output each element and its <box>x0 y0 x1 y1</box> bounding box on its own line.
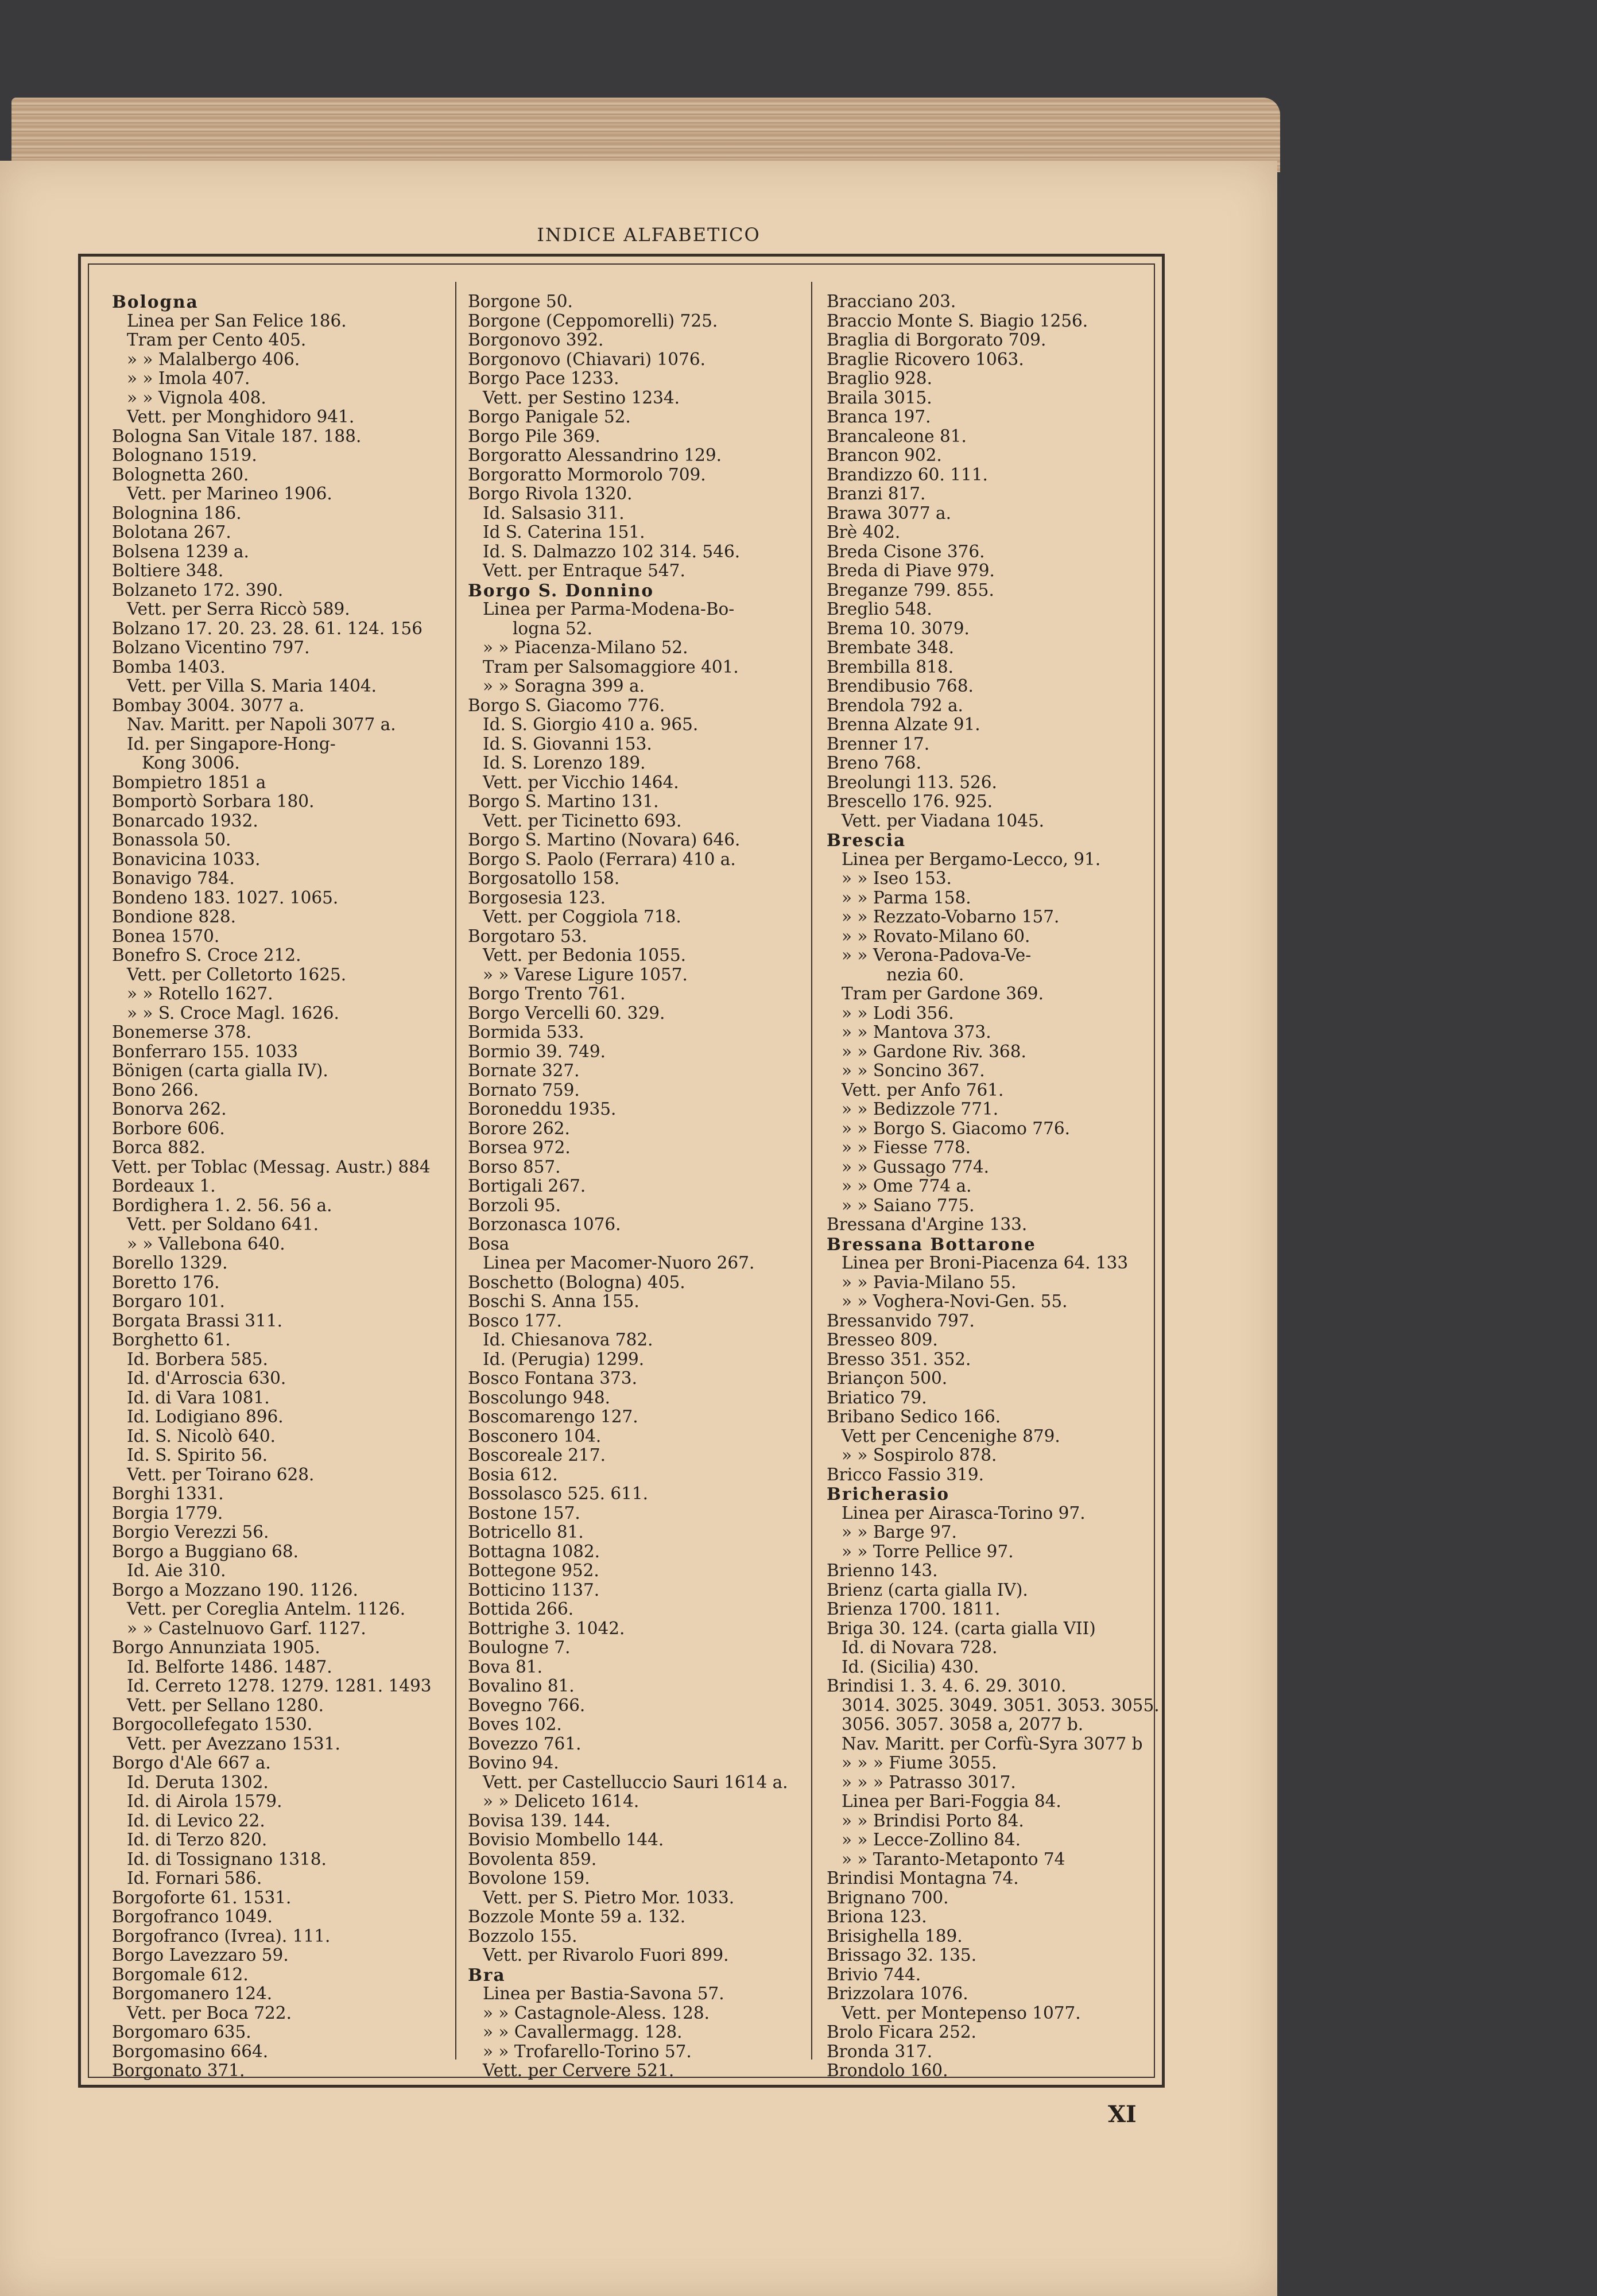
index-entry: Vett per Cencenighe 879. <box>842 1426 1060 1446</box>
index-entry: Bovino 94. <box>468 1753 559 1773</box>
index-entry: Id. Lodigiano 896. <box>127 1407 284 1426</box>
index-entry: Boschi S. Anna 155. <box>468 1292 639 1311</box>
index-entry: Id. Salsasio 311. <box>483 503 625 523</box>
index-entry: Borgoratto Mormorolo 709. <box>468 464 706 484</box>
index-entry: » » Taranto-Metaponto 74 <box>842 1849 1065 1869</box>
index-entry: Bolzaneto 172. 390. <box>112 580 284 600</box>
index-entry: Bressanvido 797. <box>827 1310 975 1331</box>
index-entry: Id. di Tossignano 1318. <box>127 1849 327 1869</box>
index-entry: Vett. per Anfo 761. <box>842 1080 1004 1100</box>
index-entry: » » Lecce-Zollino 84. <box>842 1830 1021 1849</box>
index-entry: Borgo a Buggiano 68. <box>112 1541 299 1561</box>
index-entry: Id. (Sicilia) 430. <box>842 1657 979 1677</box>
index-entry: Id. S. Giorgio 410 a. 965. <box>483 715 699 734</box>
index-entry: Vett. per S. Pietro Mor. 1033. <box>483 1887 735 1907</box>
index-entry: Bonassola 50. <box>112 830 231 850</box>
index-entry: Borgotaro 53. <box>468 926 587 946</box>
index-entry: Vett. per Vicchio 1464. <box>483 772 679 792</box>
index-entry: Boschetto (Bologna) 405. <box>468 1272 685 1292</box>
index-entry: Brembate 348. <box>827 638 955 657</box>
index-entry: Borore 262. <box>468 1118 570 1138</box>
index-entry: Borgomasino 664. <box>112 2041 269 2061</box>
index-entry: Brondolo 160. <box>827 2061 948 2080</box>
index-entry: Id. di Terzo 820. <box>127 1830 268 1849</box>
index-entry: Brolo Ficara 252. <box>827 2022 976 2042</box>
index-entry: Vett. per Viadana 1045. <box>842 810 1045 831</box>
index-entry: Vett. per Sestino 1234. <box>483 387 680 408</box>
index-entry: Branca 197. <box>827 407 931 426</box>
index-frame <box>78 254 1165 2088</box>
index-entry: Bolognina 186. <box>112 503 242 523</box>
index-entry: Botricello 81. <box>468 1522 584 1542</box>
index-entry: Brancaleone 81. <box>827 426 967 446</box>
index-entry: Brindisi Montagna 74. <box>827 1868 1019 1888</box>
index-entry: Breda di Piave 979. <box>827 561 995 580</box>
index-entry: Borbore 606. <box>112 1118 225 1138</box>
index-entry: Branzi 817. <box>827 484 926 503</box>
index-entry: Borzoli 95. <box>468 1195 561 1215</box>
index-entry: Bottrighe 3. 1042. <box>468 1618 625 1638</box>
index-entry: Borgo Vercelli 60. 329. <box>468 1003 665 1023</box>
index-entry: Briga 30. 124. (carta gialla VII) <box>827 1618 1096 1638</box>
index-entry: Bordeaux 1. <box>112 1176 216 1196</box>
index-entry: Brenner 17. <box>827 734 930 754</box>
index-entry: Borgonovo (Chiavari) 1076. <box>468 349 706 369</box>
index-entry: Brendibusio 768. <box>827 676 974 696</box>
index-entry: Vett. per Bedonia 1055. <box>483 945 686 965</box>
index-entry: Bombay 3004. 3077 a. <box>112 695 305 715</box>
index-entry: Boulogne 7. <box>468 1638 571 1657</box>
index-entry: » » Castelnuovo Garf. 1127. <box>127 1618 366 1638</box>
index-entry: Bressana d'Argine 133. <box>827 1215 1028 1234</box>
index-entry: Brienza 1700. 1811. <box>827 1599 1001 1619</box>
index-entry: Bordighera 1. 2. 56. 56 a. <box>112 1195 332 1215</box>
index-entry: Bonavigo 784. <box>112 868 235 888</box>
index-entry: Bovolone 159. <box>468 1868 590 1888</box>
index-entry: » » Voghera-Novi-Gen. 55. <box>842 1292 1068 1311</box>
index-entry: Borgomaro 635. <box>112 2022 251 2042</box>
index-entry: Bomportò Sorbara 180. <box>112 792 315 811</box>
index-entry: » » » Fiume 3055. <box>842 1753 997 1773</box>
index-entry: Borgofranco (Ivrea). 111. <box>112 1926 331 1946</box>
index-entry: Breno 768. <box>827 753 922 773</box>
index-entry: Boves 102. <box>468 1715 562 1734</box>
index-entry: Braccio Monte S. Biagio 1256. <box>827 311 1088 331</box>
index-entry: Vett. per Marineo 1906. <box>127 484 332 503</box>
index-entry: Vett. per Cervere 521. <box>483 2061 675 2080</box>
index-entry: Bolzano 17. 20. 23. 28. 61. 124. 156 <box>112 618 422 638</box>
index-entry: Linea per Broni-Piacenza 64. 133 <box>842 1253 1129 1273</box>
index-entry: Borgo Lavezzaro 59. <box>112 1945 289 1965</box>
index-entry: Borgia 1779. <box>112 1503 223 1523</box>
index-entry: Braglie Ricovero 1063. <box>827 349 1024 369</box>
index-entry: Breolungi 113. 526. <box>827 772 997 792</box>
index-entry: Borgo d'Ale 667 a. <box>112 1753 271 1773</box>
index-entry: » » Gussago 774. <box>842 1157 989 1177</box>
index-entry: Borgonato 371. <box>112 2061 245 2080</box>
index-entry: Bolognetta 260. <box>112 464 249 484</box>
index-entry: » » Soragna 399 a. <box>483 676 645 696</box>
index-entry: Borca 882. <box>112 1138 206 1157</box>
index-entry: Bologna San Vitale 187. 188. <box>112 426 362 446</box>
page-number: XI <box>1108 2101 1137 2128</box>
index-entry: Bormida 533. <box>468 1022 584 1042</box>
index-heading: Brescia <box>827 830 906 850</box>
index-entry: Tram per Salsomaggiore 401. <box>483 657 739 677</box>
index-entry: Linea per Parma-Modena-Bo- <box>483 599 735 619</box>
index-entry: Tram per Cento 405. <box>127 330 307 350</box>
index-entry: Bresso 351. 352. <box>827 1349 971 1369</box>
index-entry: Bosa <box>468 1234 510 1254</box>
page-header: INDICE ALFABETICO <box>537 224 761 246</box>
index-entry: Bornate 327. <box>468 1061 580 1080</box>
index-entry: Borgo S. Martino (Novara) 646. <box>468 830 741 850</box>
index-entry: » » Malalbergo 406. <box>127 349 300 369</box>
index-entry: Borgo Trento 761. <box>468 984 626 1003</box>
index-entry: Id. Deruta 1302. <box>127 1772 269 1792</box>
index-entry: Bonorva 262. <box>112 1099 227 1119</box>
index-entry: Bossolasco 525. 611. <box>468 1484 649 1503</box>
index-entry: Vett. per Coreglia Antelm. 1126. <box>127 1599 406 1619</box>
index-heading: Bra <box>468 1964 506 1985</box>
index-entry: Linea per Airasca-Torino 97. <box>842 1503 1086 1523</box>
index-entry: Briançon 500. <box>827 1368 948 1388</box>
index-entry: Vett. per Castelluccio Sauri 1614 a. <box>483 1772 788 1792</box>
index-entry: Brindisi 1. 3. 4. 6. 29. 3010. <box>827 1676 1067 1696</box>
index-entry: Id. per Singapore-Hong- <box>127 734 336 754</box>
index-entry: » » Bedizzole 771. <box>842 1099 999 1119</box>
index-entry: Borgo S. Giacomo 776. <box>468 695 665 715</box>
index-entry: Boscoreale 217. <box>468 1445 606 1465</box>
index-entry: Borgomale 612. <box>112 1964 249 1984</box>
index-entry: » » Cavallermagg. 128. <box>483 2022 683 2042</box>
index-entry: Bricco Fassio 319. <box>827 1464 984 1484</box>
index-entry: » » Parma 158. <box>842 887 971 907</box>
index-entry: Bormio 39. 749. <box>468 1041 606 1061</box>
index-entry: » » Barge 97. <box>842 1522 957 1542</box>
index-entry: Borgaro 101. <box>112 1292 225 1311</box>
index-entry: Borgocollefegato 1530. <box>112 1715 313 1734</box>
index-entry: Vett. per Boca 722. <box>127 2003 292 2023</box>
index-column-3 <box>827 292 1171 2081</box>
index-entry: Borgonovo 392. <box>468 330 604 350</box>
index-entry: Brè 402. <box>827 522 901 542</box>
index-entry: » » Piacenza-Milano 52. <box>483 638 688 657</box>
index-entry: Id. di Airola 1579. <box>127 1791 282 1811</box>
index-entry: » » Deliceto 1614. <box>483 1791 639 1811</box>
index-entry: Bresseo 809. <box>827 1330 938 1349</box>
index-entry: Borghi 1331. <box>112 1484 224 1503</box>
index-entry: Brienno 143. <box>827 1561 938 1580</box>
index-entry: Brandizzo 60. 111. <box>827 464 988 484</box>
index-entry: Borgoratto Alessandrino 129. <box>468 445 722 465</box>
index-entry: Brema 10. 3079. <box>827 618 970 638</box>
index-entry: Id. Chiesanova 782. <box>483 1330 653 1349</box>
index-entry: Bottagna 1082. <box>468 1541 600 1561</box>
index-entry: » » Saiano 775. <box>842 1195 975 1215</box>
index-heading: Bricherasio <box>827 1484 950 1504</box>
index-entry: Brescello 176. 925. <box>827 792 993 811</box>
index-entry: Borgo a Mozzano 190. 1126. <box>112 1580 358 1600</box>
index-entry: Boretto 176. <box>112 1272 220 1292</box>
index-entry: » » Imola 407. <box>127 369 250 388</box>
index-entry: Bonefro S. Croce 212. <box>112 945 301 965</box>
index-entry: Id. S. Spirito 56. <box>127 1445 268 1465</box>
index-entry: Bribano Sedico 166. <box>827 1407 1001 1426</box>
index-entry: Bosia 612. <box>468 1464 558 1484</box>
index-entry: Braila 3015. <box>827 387 932 408</box>
index-entry: Borgo S. Martino 131. <box>468 792 659 811</box>
index-entry: Borgosatollo 158. <box>468 868 620 888</box>
index-entry: Id. (Perugia) 1299. <box>483 1349 645 1369</box>
index-entry: Bova 81. <box>468 1657 542 1677</box>
index-entry: Id. d'Arroscia 630. <box>127 1368 286 1388</box>
index-entry: Briona 123. <box>827 1907 927 1926</box>
index-entry: Brivio 744. <box>827 1964 921 1984</box>
index-entry: Briatico 79. <box>827 1387 927 1407</box>
index-entry: Bronda 317. <box>827 2041 933 2061</box>
index-entry: » » Gardone Riv. 368. <box>842 1041 1026 1061</box>
index-entry: Brendola 792 a. <box>827 695 963 715</box>
index-entry: Borghetto 61. <box>112 1330 231 1349</box>
index-entry: Bonferraro 155. 1033 <box>112 1041 298 1061</box>
index-entry: Bosco Fontana 373. <box>468 1368 637 1388</box>
index-entry: Bosconero 104. <box>468 1426 602 1446</box>
index-entry: Brisighella 189. <box>827 1926 963 1946</box>
index-entry: Borgone 50. <box>468 292 573 311</box>
index-entry: Boroneddu 1935. <box>468 1099 617 1119</box>
index-entry: Vett. per Ticinetto 693. <box>483 810 682 831</box>
index-entry: Bottida 266. <box>468 1599 574 1619</box>
index-entry: Bomba 1403. <box>112 657 226 677</box>
index-entry: » » Castagnole-Aless. 128. <box>483 2003 710 2023</box>
index-entry: Borgio Verezzi 56. <box>112 1522 269 1542</box>
index-entry: Boscolungo 948. <box>468 1387 610 1407</box>
index-entry: 3014. 3025. 3049. 3051. 3053. 3055. <box>842 1695 1160 1715</box>
index-entry: Bolognano 1519. <box>112 445 257 465</box>
index-entry: nezia 60. <box>886 964 964 984</box>
index-entry: Vett. per Entraque 547. <box>483 561 685 580</box>
index-entry: Borgone (Ceppomorelli) 725. <box>468 311 718 331</box>
index-entry: Vett. per Colletorto 1625. <box>127 964 347 984</box>
index-entry: Bondeno 183. 1027. 1065. <box>112 887 339 907</box>
index-entry: Id. S. Lorenzo 189. <box>483 753 646 773</box>
index-entry: » » Brindisi Porto 84. <box>842 1810 1024 1830</box>
index-entry: Bondione 828. <box>112 907 237 926</box>
index-entry: Boscomarengo 127. <box>468 1407 638 1426</box>
index-entry: » » Trofarello-Torino 57. <box>483 2041 692 2061</box>
index-entry: Borgo Rivola 1320. <box>468 484 633 503</box>
index-entry: Bonavicina 1033. <box>112 849 261 869</box>
index-entry: Bozzole Monte 59 a. 132. <box>468 1907 686 1926</box>
index-entry: Vett. per Coggiola 718. <box>483 907 681 926</box>
index-entry: Brienz (carta gialla IV). <box>827 1580 1028 1600</box>
index-entry: » » Ome 774 a. <box>842 1176 972 1196</box>
index-entry: Bonarcado 1932. <box>112 810 258 831</box>
index-column-2 <box>468 292 812 2081</box>
index-entry: » » Rezzato-Vobarno 157. <box>842 907 1060 926</box>
index-entry: Breglio 548. <box>827 599 932 619</box>
index-entry: Breda Cisone 376. <box>827 541 985 561</box>
index-entry: Bornato 759. <box>468 1080 580 1100</box>
index-entry: logna 52. <box>513 618 592 638</box>
index-entry: Bönigen (carta gialla IV). <box>112 1061 328 1080</box>
index-frame-inner <box>88 263 1160 2080</box>
index-entry: Linea per Bastia-Savona 57. <box>483 1984 724 2003</box>
index-entry: » » » Patrasso 3017. <box>842 1772 1016 1792</box>
index-entry: » » Rovato-Milano 60. <box>842 926 1030 946</box>
index-entry: Borgofranco 1049. <box>112 1907 273 1926</box>
index-entry: Bortigali 267. <box>468 1176 586 1196</box>
index-entry: Id. S. Nicolò 640. <box>127 1426 276 1446</box>
index-entry: Brancon 902. <box>827 445 942 465</box>
index-entry: Bovisio Mombello 144. <box>468 1830 664 1849</box>
index-entry: Kong 3006. <box>142 753 240 773</box>
index-entry: Borgo Panigale 52. <box>468 407 631 426</box>
index-entry: Bracciano 203. <box>827 292 956 311</box>
index-entry: Brissago 32. 135. <box>827 1945 977 1965</box>
index-entry: Borgo S. Paolo (Ferrara) 410 a. <box>468 849 736 869</box>
index-entry: Id. S. Dalmazzo 102 314. 546. <box>483 541 741 561</box>
index-entry: Id. Cerreto 1278. 1279. 1281. 1493 <box>127 1676 432 1696</box>
index-entry: Bovolenta 859. <box>468 1849 597 1869</box>
index-entry: Brizzolara 1076. <box>827 1984 968 2003</box>
index-entry: Borzonasca 1076. <box>468 1215 621 1234</box>
index-entry: Vett. per Montepenso 1077. <box>842 2003 1081 2023</box>
index-entry: Borgo Annunziata 1905. <box>112 1638 320 1657</box>
index-entry: Brembilla 818. <box>827 657 954 677</box>
index-entry: » » Verona-Padova-Ve- <box>842 945 1032 965</box>
index-entry: Id. Borbera 585. <box>127 1349 268 1369</box>
index-entry: » » Sospirolo 878. <box>842 1445 997 1465</box>
index-entry: Id. Fornari 586. <box>127 1868 262 1888</box>
index-entry: Bolzano Vicentino 797. <box>112 638 310 657</box>
index-entry: Borsea 972. <box>468 1138 571 1157</box>
index-entry: » » Pavia-Milano 55. <box>842 1272 1017 1292</box>
index-entry: Id. S. Giovanni 153. <box>483 734 652 754</box>
index-entry: Linea per Bari-Foggia 84. <box>842 1791 1061 1811</box>
index-heading: Bologna <box>112 292 199 312</box>
index-entry: » » Mantova 373. <box>842 1022 991 1042</box>
index-entry: Vett. per Villa S. Maria 1404. <box>127 676 377 696</box>
index-entry: Bolotana 267. <box>112 522 231 542</box>
index-entry: Brenna Alzate 91. <box>827 715 980 734</box>
index-entry: » » Iseo 153. <box>842 868 952 888</box>
index-entry: Bono 266. <box>112 1080 199 1100</box>
index-entry: Linea per Bergamo-Lecco, 91. <box>842 849 1101 869</box>
index-entry: Bovegno 766. <box>468 1695 586 1715</box>
index-entry: Brawa 3077 a. <box>827 503 952 523</box>
index-entry: Bostone 157. <box>468 1503 580 1523</box>
index-entry: » » Soncino 367. <box>842 1061 985 1080</box>
index-entry: Borgata Brassi 311. <box>112 1310 282 1331</box>
index-entry: Borgo Pace 1233. <box>468 369 619 388</box>
index-entry: Borgosesia 123. <box>468 887 606 907</box>
index-entry: Nav. Maritt. per Corfù-Syra 3077 b <box>842 1733 1143 1754</box>
index-entry: » » Vallebona 640. <box>127 1234 285 1254</box>
index-entry: » » Varese Ligure 1057. <box>483 964 688 984</box>
index-entry: » » S. Croce Magl. 1626. <box>127 1003 339 1023</box>
index-entry: Bovisa 139. 144. <box>468 1810 611 1830</box>
index-entry: Vett. per Rivarolo Fuori 899. <box>483 1945 729 1965</box>
index-entry: Id. di Novara 728. <box>842 1638 998 1657</box>
index-entry: Id. di Vara 1081. <box>127 1387 270 1407</box>
index-entry: Id. Aie 310. <box>127 1561 226 1580</box>
index-entry: Breganze 799. 855. <box>827 580 994 600</box>
index-entry: Braglio 928. <box>827 369 932 388</box>
index-entry: Borso 857. <box>468 1157 561 1177</box>
index-entry: » » Borgo S. Giacomo 776. <box>842 1118 1070 1138</box>
index-entry: Id. Belforte 1486. 1487. <box>127 1657 332 1677</box>
index-entry: Bonea 1570. <box>112 926 220 946</box>
index-heading: Borgo S. Donnino <box>468 580 654 600</box>
index-heading: Bressana Bottarone <box>827 1234 1036 1254</box>
index-entry: Vett. per Monghidoro 941. <box>127 407 355 426</box>
index-entry: Vett. per Toirano 628. <box>127 1464 315 1484</box>
index-entry: Vett. per Serra Riccò 589. <box>127 599 350 619</box>
index-entry: Borgomanero 124. <box>112 1984 273 2003</box>
index-entry: Linea per Macomer-Nuoro 267. <box>483 1253 755 1273</box>
index-entry: Bonemerse 378. <box>112 1022 252 1042</box>
index-entry: Id S. Caterina 151. <box>483 522 645 542</box>
index-entry: Tram per Gardone 369. <box>842 984 1044 1003</box>
index-entry: » » Torre Pellice 97. <box>842 1541 1014 1561</box>
index-entry: Borello 1329. <box>112 1253 228 1273</box>
index-entry: Nav. Maritt. per Napoli 3077 a. <box>127 715 396 734</box>
index-entry: Bosco 177. <box>468 1310 562 1331</box>
index-entry: Borgo Pile 369. <box>468 426 600 446</box>
index-entry: Vett. per Avezzano 1531. <box>127 1733 340 1754</box>
index-entry: Bolsena 1239 a. <box>112 541 249 561</box>
index-entry: » » Rotello 1627. <box>127 984 273 1003</box>
index-entry: Vett. per Toblac (Messag. Austr.) 884 <box>112 1157 431 1177</box>
index-entry: 3056. 3057. 3058 a, 2077 b. <box>842 1715 1084 1734</box>
index-entry: Botticino 1137. <box>468 1580 600 1600</box>
index-entry: Bovalino 81. <box>468 1676 575 1696</box>
index-entry: » » Vignola 408. <box>127 387 266 408</box>
index-entry: Vett. per Soldano 641. <box>127 1215 319 1234</box>
index-entry: Bompietro 1851 a <box>112 772 266 792</box>
index-entry: Id. di Levico 22. <box>127 1810 265 1830</box>
index-entry: Linea per San Felice 186. <box>127 311 347 331</box>
index-entry: Vett. per Sellano 1280. <box>127 1695 324 1715</box>
index-entry: Brignano 700. <box>827 1887 949 1907</box>
index-entry: » » Lodi 356. <box>842 1003 954 1023</box>
index-entry: Bovezzo 761. <box>468 1733 582 1754</box>
index-entry: » » Fiesse 778. <box>842 1138 971 1157</box>
index-entry: Bottegone 952. <box>468 1561 599 1580</box>
index-entry: Braglia di Borgorato 709. <box>827 330 1046 350</box>
index-column-1 <box>112 292 456 2081</box>
index-entry: Bozzolo 155. <box>468 1926 577 1946</box>
index-entry: Borgoforte 61. 1531. <box>112 1887 292 1907</box>
index-entry: Boltiere 348. <box>112 561 224 580</box>
